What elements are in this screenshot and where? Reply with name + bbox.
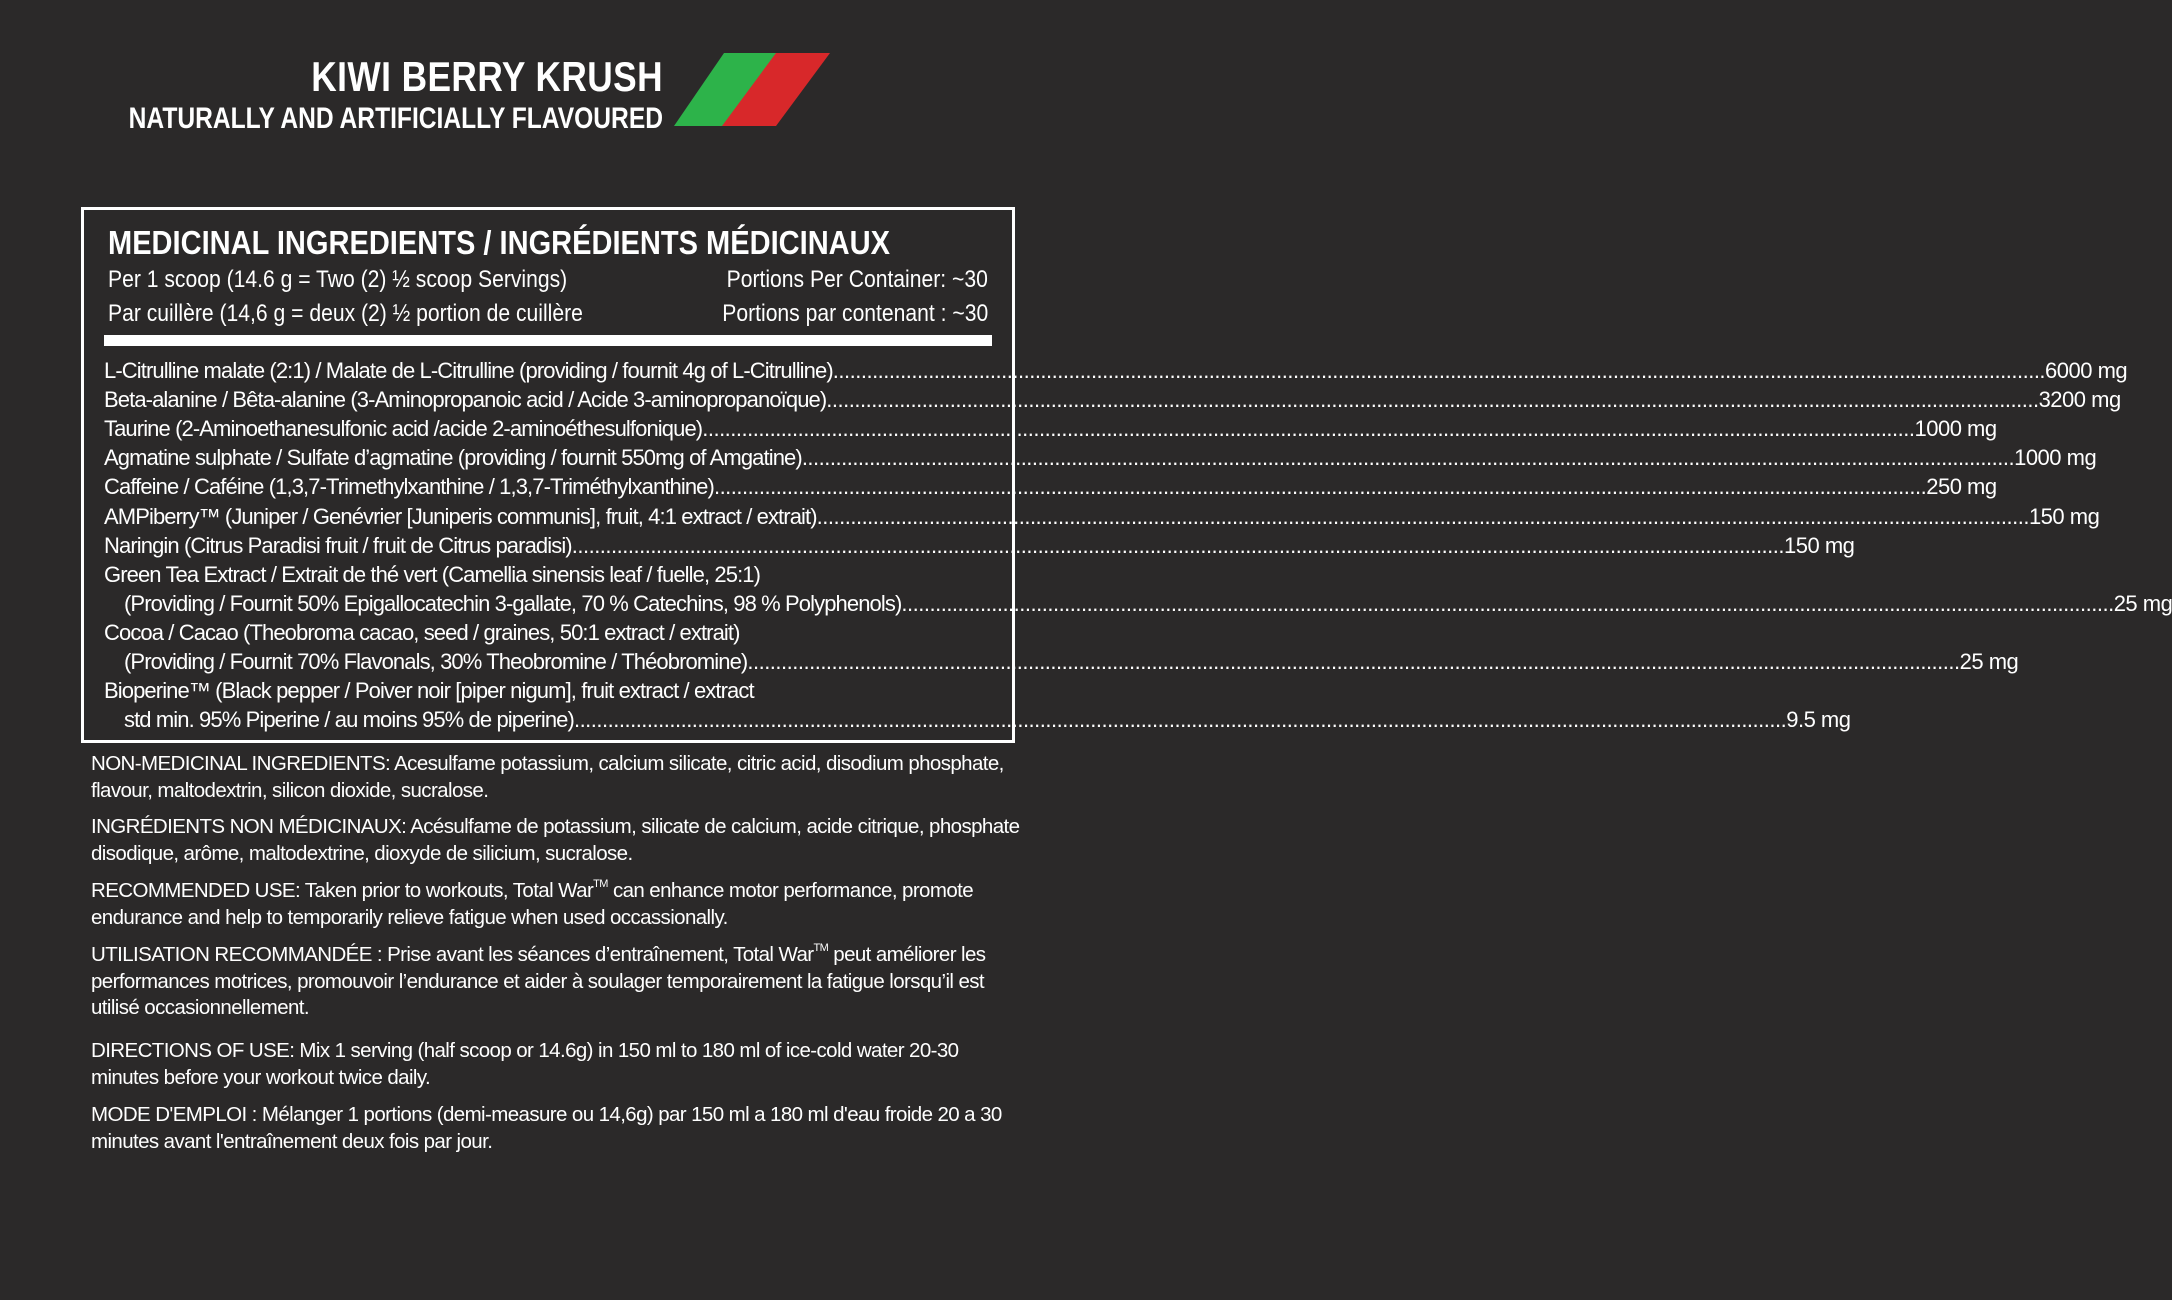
ingredient-amount: 250 mg [1926, 474, 1997, 500]
ingredient-name: Cocoa / Cacao (Theobroma cacao, seed / graines, 50:1 extract / extrait) [104, 619, 740, 645]
ingredient-name: Caffeine / Caféine (1,3,7-Trimethylxanthine / 1,3,7-Triméthylxanthine) [104, 474, 714, 500]
recommended-use-en-part2: can enhance motor performance, promote endurance and help to temporarily relieve fatigue when used occassionally. [91, 879, 974, 929]
divider-rule [104, 335, 992, 346]
product-name: KIWI BERRY KRUSH [311, 53, 663, 100]
serving-size-en: Per 1 scoop (14.6 g = Two (2) ½ scoop Servings) [108, 266, 568, 293]
ingredient-name: AMPiberry™ (Juniper / Genévrier [Juniperis communis], fruit, 4:1 extract / extrait) [104, 503, 817, 529]
ingredient-row [104, 414, 1997, 443]
ingredient-name: Green Tea Extract / Extrait de thé vert (Camellia sinensis leaf / fuelle, 25:1) [104, 561, 761, 587]
leader-dots [747, 647, 1959, 676]
ingredient-name: Agmatine sulphate / Sulfate d’agmatine (providing / fournit 550mg of Amgatine) [104, 445, 802, 471]
flag-stripes-icon [672, 53, 832, 128]
leader-dots [714, 472, 1926, 501]
leader-dots [833, 356, 2045, 385]
ingredient-row [104, 705, 1851, 734]
trademark-mark: TM [813, 942, 829, 954]
recommended-use-fr-part1: UTILISATION RECOMMANDÉE : Prise avant les séances d’entraînement, Total War [91, 943, 814, 966]
ingredient-row [104, 560, 988, 589]
non-medicinal-ingredients-fr: INGRÉDIENTS NON MÉDICINAUX: Acésulfame de potassium, silicate de calcium, acide citrique, phosphate disodique, arôme, maltodextrine, dioxyde de silicium, sucralose. [91, 815, 1020, 865]
ingredient-name: Bioperine™ (Black pepper / Poiver noir [piper nigum], fruit extract / extract [104, 678, 754, 704]
recommended-use-en [91, 878, 1031, 931]
ingredient-name: (Providing / Fournit 50% Epigallocatechin 3-gallate, 70 % Catechins, 98 % Polyphenols) [124, 590, 902, 616]
ingredient-row [104, 501, 2100, 530]
ingredient-name: Beta-alanine / Bêta-alanine (3-Aminopropanoic acid / Acide 3-aminopropanoïque) [104, 387, 827, 413]
ingredient-row [104, 356, 2128, 385]
serving-size-fr: Par cuillère (14,6 g = deux (2) ½ portion de cuillère [108, 300, 583, 327]
leader-dots [901, 589, 2113, 618]
recommended-use-en-part1: RECOMMENDED USE: Taken prior to workouts, Total War [91, 879, 594, 902]
ingredient-amount: 6000 mg [2045, 358, 2128, 384]
portions-per-container-fr: Portions par contenant : ~30 [722, 300, 988, 327]
ingredient-row [104, 618, 988, 647]
ingredient-name: Taurine (2-Aminoethanesulfonic acid /acide 2-aminoéthesulfonique) [104, 416, 703, 442]
ingredient-name: L-Citrulline malate (2:1) / Malate de L-Citrulline (providing / fournit 4g of L-Citrulline) [104, 358, 833, 384]
ingredient-row [104, 385, 2121, 414]
ingredient-name: Naringin (Citrus Paradisi fruit / fruit de Citrus paradisi) [104, 532, 572, 558]
leader-dots [826, 385, 2038, 414]
ingredient-name: (Providing / Fournit 70% Flavonals, 30% Theobromine / Théobromine) [124, 649, 748, 675]
ingredient-amount: 9.5 mg [1786, 707, 1851, 733]
non-medicinal-ingredients-en: NON-MEDICINAL INGREDIENTS: Acesulfame potassium, calcium silicate, citric acid, disodium phosphate, flavour, maltodextrin, silicon dioxide, sucralose. [91, 752, 1004, 802]
ingredient-amount: 1000 mg [2014, 445, 2097, 471]
directions-of-use-fr: MODE D'EMPLOI : Mélanger 1 portions (demi-measure ou 14,6g) par 150 ml a 180 ml d'eau froide 20 a 30 minutes avant l'entraînement deux fois par jour. [91, 1103, 1002, 1153]
ingredient-row [104, 647, 2019, 676]
ingredient-amount: 150 mg [2028, 503, 2100, 529]
directions-of-use-en: DIRECTIONS OF USE: Mix 1 serving (half scoop or 14.6g) in 150 ml to 180 ml of ice-cold water 20-30 minutes before your workout twice daily. [91, 1039, 959, 1089]
ingredient-row [104, 472, 1997, 501]
product-subtitle: NATURALLY AND ARTIFICIALLY FLAVOURED [128, 102, 663, 135]
product-title-block [0, 52, 663, 136]
ingredient-row [104, 531, 1855, 560]
leader-dots [817, 502, 2029, 531]
ingredient-amount: 25 mg [1959, 649, 2019, 675]
ingredient-amount: 25 mg [2113, 590, 2172, 616]
leader-dots [702, 414, 1914, 443]
ingredient-row [104, 676, 988, 705]
ingredient-amount: 1000 mg [1914, 416, 1997, 442]
leader-dots [802, 443, 2014, 472]
recommended-use-fr [91, 942, 1031, 1022]
trademark-mark: TM [593, 878, 608, 890]
ingredient-amount: 3200 mg [2038, 387, 2121, 413]
ingredient-row [104, 589, 2172, 618]
leader-dots [572, 531, 1784, 560]
panel-heading: MEDICINAL INGREDIENTS / INGRÉDIENTS MÉDICINAUX [108, 224, 890, 261]
leader-dots [574, 705, 1786, 734]
recommended-use-fr-part2: peut améliorer les performances motrices, promouvoir l’endurance et aider à soulager temporairement la fatigue lorsqu’il est utilisé occasionnellement. [91, 943, 986, 1019]
ingredient-row [104, 443, 2097, 472]
medicinal-ingredients-panel [81, 207, 2172, 743]
ingredient-name: std min. 95% Piperine / au moins 95% de piperine) [124, 707, 574, 733]
ingredient-list [104, 356, 2172, 734]
ingredient-amount: 150 mg [1784, 532, 1855, 558]
portions-per-container-en: Portions Per Container: ~30 [726, 266, 988, 293]
